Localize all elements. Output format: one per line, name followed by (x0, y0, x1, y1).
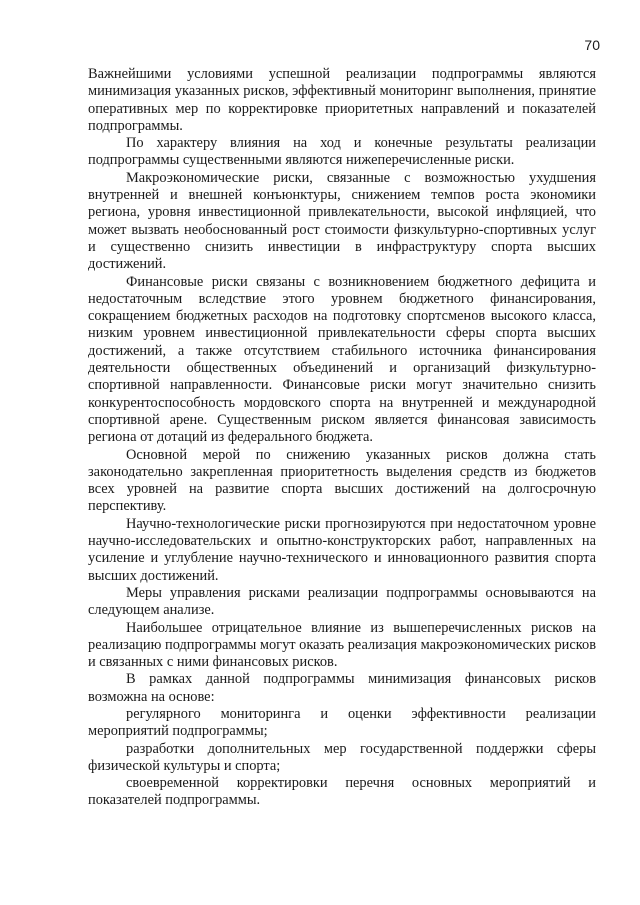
paragraph: Макроэкономические риски, связанные с возможностью ухудшения внутренней и внешней конъюнктуры, снижением темпов роста экономики региона, уровня инвестиционной привлекательности, высокой инфляцией, что может вызвать необоснованный рост стоимости физкультурно-спортивных услуг и существенно снизить инвестиции в инфраструктуру спорта высших достижений. (88, 169, 596, 273)
paragraph: Основной мерой по снижению указанных рисков должна стать законодательно закрепленная приоритетность выделения средств из бюджетов всех уровней на развитие спорта высших достижений на долгосрочную перспективу. (88, 446, 596, 515)
paragraph: В рамках данной подпрограммы минимизация финансовых рисков возможна на основе: (88, 671, 596, 705)
paragraph: Важнейшими условиями успешной реализации подпрограммы являются минимизация указанных рисков, эффективный мониторинг выполнения, принятие оперативных мер по корректировке приоритетных направлений и показателей подпрограммы. (88, 66, 596, 134)
list-item: разработки дополнительных мер государственной поддержки сферы физической культуры и спорта; (88, 740, 596, 774)
paragraph: Меры управления рисками реализации подпрограммы основываются на следующем анализе. (88, 584, 596, 619)
page-number: 70 (584, 37, 600, 53)
paragraph: По характеру влияния на ход и конечные результаты реализации подпрограммы существенными являются нижеперечисленные риски. (88, 135, 596, 169)
list-item: своевременной корректировки перечня основных мероприятий и показателей подпрограммы. (88, 775, 596, 809)
paragraph: Научно-технологические риски прогнозируются при недостаточном уровне научно-исследовательских и опытно-конструкторских работ, направленных на усиление и углубление научно-технического и инновационного развития спорта высших достижений. (88, 515, 596, 584)
document-body (88, 66, 596, 810)
paragraph: Наибольшее отрицательное влияние из вышеперечисленных рисков на реализацию подпрограммы могут оказать реализация макроэкономических рисков и связанных с ними финансовых рисков. (88, 619, 596, 671)
list-item: регулярного мониторинга и оценки эффективности реализации мероприятий подпрограммы; (88, 705, 596, 740)
paragraph: Финансовые риски связаны с возникновением бюджетного дефицита и недостаточным вследствие этого уровнем бюджетного финансирования, сокращением бюджетных расходов на подготовку спортсменов высокого класса, низким уровнем инвестиционной привлекательности сферы спорта высших достижений, а также отсутствием стабильного источника финансирования деятельности общественных объединений и организаций физкультурно-спортивной направленности. Финансовые риски могут значительно снизить конкурентоспособность мордовского спорта на внутренней и международной спортивной арене. Существенным риском является финансовая зависимость региона от дотаций из федерального бюджета. (88, 273, 596, 446)
